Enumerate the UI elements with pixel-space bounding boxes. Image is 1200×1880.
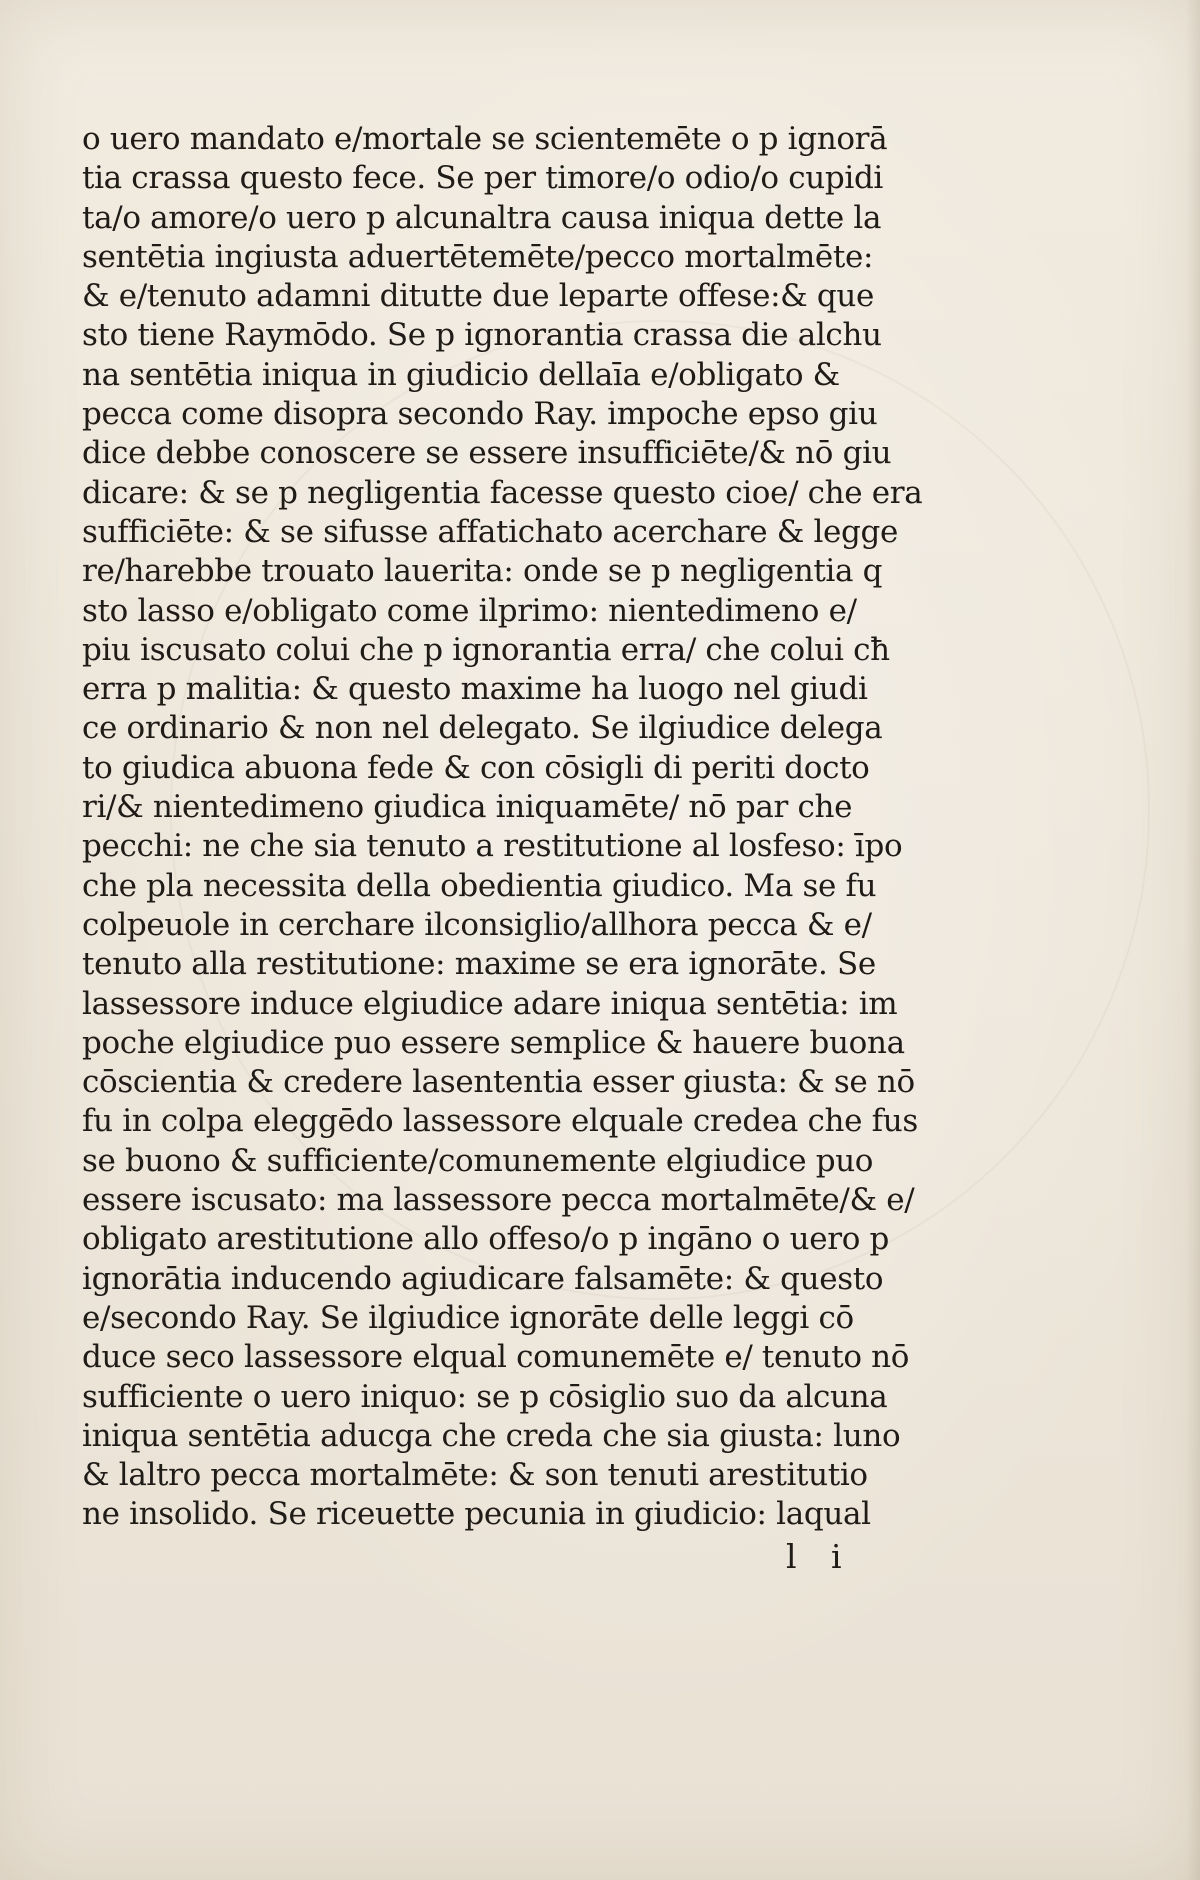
text-line: ta/o amore/o uero p alcunaltra causa iniqua dette la [82,199,882,236]
text-line: che pla necessita della obedientia giudico. Ma se fu [82,867,877,904]
text-line: fu in colpa eleggēdo lassessore elquale credea che fus [82,1103,918,1140]
text-line: duce seco lassessore elqual comunemēte e/ tenuto nō [82,1339,910,1376]
text-line: cōscientia & credere lasententia esser giusta: & se nō [82,1064,915,1101]
text-line: ri/& nientedimeno giudica iniquamēte/ nō par che [82,789,853,826]
text-line: poche elgiudice puo essere semplice & hauere buona [82,1024,905,1061]
text-line: lassessore induce elgiudice adare iniqua sentētia: im [82,985,898,1022]
text-line: piu iscusato colui che p ignorantia erra/ che colui cħ [82,631,890,668]
text-line: se buono & sufficiente/comunemente elgiudice puo [82,1142,874,1179]
text-line: tia crassa questo fece. Se per timore/o odio/o cupidi [82,160,883,197]
text-line: ce ordinario & non nel delegato. Se ilgiudice delega [82,710,883,747]
text-line: erra p malitia: & questo maxime ha luogo nel giudi [82,671,868,708]
main-text-block [82,120,923,1535]
text-line: e/secondo Ray. Se ilgiudice ignorāte delle leggi cō [82,1299,854,1336]
text-line: to giudica abuona fede & con cōsigli di periti docto [82,749,870,786]
text-line: sto tiene Raymōdo. Se p ignorantia crassa die alchu [82,317,882,354]
text-line: colpeuole in cerchare ilconsiglio/allhora pecca & e/ [82,906,872,943]
text-line: ne insolido. Se riceuette pecunia in giudicio: laqual [82,1496,871,1533]
text-line: essere iscusato: ma lassessore pecca mortalmēte/& e/ [82,1182,915,1219]
text-line: dicare: & se p negligentia facesse questo cioe/ che era [82,474,923,511]
text-line: tenuto alla restitutione: maxime se era ignorāte. Se [82,946,876,983]
text-line: sentētia ingiusta aduertētemēte/pecco mortalmēte: [82,238,874,275]
text-line: na sentētia iniqua in giudicio dellaīa e/obligato & [82,356,840,393]
text-line: & laltro pecca mortalmēte: & son tenuti arestitutio [82,1457,868,1494]
text-line: sufficiente o uero iniquo: se p cōsiglio suo da alcuna [82,1378,888,1415]
text-line: sufficiēte: & se sifusse affatichato acerchare & legge [82,513,899,550]
text-line: dice debbe conoscere se essere insufficiēte/& nō giu [82,435,892,472]
text-line: obligato arestitutione allo offeso/o p ingāno o uero p [82,1221,890,1258]
page-edge-shadow [1186,0,1200,1880]
text-line: pecca come disopra secondo Ray. impoche epso giu [82,396,878,433]
text-line: sto lasso e/obligato come ilprimo: nientedimeno e/ [82,592,857,629]
text-line: pecchi: ne che sia tenuto a restitutione al losfeso: īpo [82,828,903,865]
text-line: ignorātia inducendo agiudicare falsamēte: & questo [82,1260,884,1297]
text-line: & e/tenuto adamni ditutte due leparte offese:& que [82,278,875,315]
text-line: iniqua sentētia aducga che creda che sia giusta: luno [82,1417,901,1454]
text-line: re/harebbe trouato lauerita: onde se p negligentia q [82,553,883,590]
text-line: o uero mandato e/mortale se scientemēte o p ignorā [82,121,888,157]
folio-signature: l i [786,1537,854,1576]
